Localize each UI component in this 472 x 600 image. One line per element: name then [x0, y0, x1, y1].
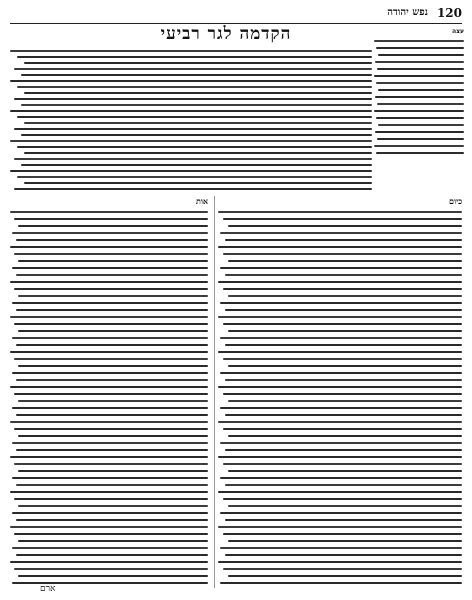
left-text-line	[18, 435, 208, 437]
left-text-line	[10, 561, 208, 563]
right-text-line	[223, 428, 462, 430]
right-text-line	[218, 246, 462, 248]
right-text-line	[228, 505, 462, 507]
right-text-line	[218, 351, 462, 353]
side-text-line	[378, 89, 464, 91]
left-text-line	[14, 358, 208, 360]
right-text-line	[220, 232, 462, 234]
right-text-line	[220, 582, 462, 584]
side-text-line	[377, 103, 464, 105]
left-text-line	[10, 526, 208, 528]
side-text-line	[375, 61, 464, 63]
right-text-line	[228, 365, 462, 367]
right-text-line	[220, 337, 462, 339]
left-text-line	[12, 302, 208, 304]
left-text-line	[14, 568, 208, 570]
right-text-line	[225, 519, 462, 521]
right-text-line	[220, 302, 462, 304]
page-number: 120	[436, 6, 462, 20]
intro-text-line	[21, 104, 372, 106]
right-text-line	[223, 253, 462, 255]
page-header	[10, 6, 462, 22]
intro-text-line	[14, 128, 372, 130]
left-text-line	[14, 533, 208, 535]
left-text-line	[16, 554, 208, 556]
intro-text-line	[21, 134, 372, 136]
column-separator	[214, 196, 215, 588]
right-text-line	[223, 288, 462, 290]
side-text-line	[374, 145, 464, 147]
intro-text-line	[24, 92, 372, 94]
right-text-line	[220, 372, 462, 374]
left-text-line	[18, 400, 208, 402]
right-text-line	[220, 547, 462, 549]
right-text-line	[218, 421, 462, 423]
side-text-line	[376, 117, 464, 119]
right-text-line	[225, 274, 462, 276]
left-text-line	[10, 491, 208, 493]
right-text-line	[225, 379, 462, 381]
side-text-line	[376, 47, 464, 49]
right-text-line	[218, 491, 462, 493]
intro-paragraph	[10, 46, 372, 192]
right-text-line	[218, 386, 462, 388]
right-text-line	[218, 211, 462, 213]
left-text-line	[14, 323, 208, 325]
intro-text-line	[10, 140, 372, 142]
right-text-line	[228, 330, 462, 332]
left-text-line	[14, 218, 208, 220]
right-column-opening: כיום	[448, 196, 462, 206]
left-text-line	[10, 281, 208, 283]
right-text-line	[228, 400, 462, 402]
right-text-line	[228, 540, 462, 542]
right-text-line	[223, 358, 462, 360]
right-text-line	[228, 260, 462, 262]
intro-text-line	[17, 146, 372, 148]
left-text-line	[12, 547, 208, 549]
right-text-line	[218, 456, 462, 458]
side-text-line	[374, 40, 464, 42]
right-text-line	[223, 323, 462, 325]
intro-text-line	[21, 164, 372, 166]
intro-text-line	[10, 170, 372, 172]
left-column-text	[10, 196, 208, 588]
right-text-line	[225, 484, 462, 486]
left-text-line	[12, 232, 208, 234]
left-text-line	[18, 330, 208, 332]
right-text-line	[223, 218, 462, 220]
left-text-line	[12, 477, 208, 479]
side-text-line	[375, 131, 464, 133]
side-text-line	[374, 75, 464, 77]
left-text-line	[16, 484, 208, 486]
right-text-line	[225, 239, 462, 241]
left-text-line	[16, 344, 208, 346]
intro-text-line	[10, 110, 372, 112]
right-text-line	[225, 554, 462, 556]
side-text-line	[376, 152, 464, 154]
left-text-line	[10, 316, 208, 318]
intro-text-line	[17, 176, 372, 178]
side-text-line	[378, 54, 464, 56]
right-text-line	[228, 435, 462, 437]
right-text-line	[223, 393, 462, 395]
right-text-line	[218, 316, 462, 318]
right-text-line	[220, 267, 462, 269]
intro-text-line	[17, 86, 372, 88]
left-text-line	[12, 372, 208, 374]
side-text-line	[377, 68, 464, 70]
left-text-line	[10, 211, 208, 213]
left-text-line	[14, 393, 208, 395]
side-commentary-opening: עצה	[451, 28, 464, 35]
left-text-line	[14, 288, 208, 290]
left-text-line	[16, 274, 208, 276]
intro-text-line	[24, 152, 372, 154]
side-commentary	[372, 28, 464, 158]
intro-text-line	[21, 74, 372, 76]
left-text-line	[16, 379, 208, 381]
left-text-line	[12, 337, 208, 339]
right-text-line	[228, 225, 462, 227]
intro-text-line	[10, 80, 372, 82]
right-text-line	[225, 449, 462, 451]
right-text-line	[228, 470, 462, 472]
side-text-line	[375, 96, 464, 98]
left-text-line	[14, 253, 208, 255]
intro-text-line	[14, 68, 372, 70]
intro-text-line	[10, 50, 372, 52]
right-text-line	[228, 295, 462, 297]
intro-text-line	[14, 158, 372, 160]
left-text-line	[18, 365, 208, 367]
left-text-line	[16, 414, 208, 416]
left-text-line	[10, 246, 208, 248]
left-text-line	[18, 505, 208, 507]
running-head: נפש יהודה	[387, 7, 428, 18]
right-text-line	[225, 309, 462, 311]
right-text-line	[218, 526, 462, 528]
section-title: הקדמה לגר רביעי	[160, 24, 292, 44]
intro-text-line	[14, 188, 372, 190]
right-text-line	[223, 498, 462, 500]
side-text-line	[374, 110, 464, 112]
right-text-line	[218, 561, 462, 563]
left-text-line	[18, 260, 208, 262]
left-text-line	[16, 309, 208, 311]
left-text-line	[14, 498, 208, 500]
catchword: ארם	[40, 584, 56, 594]
side-text-line	[377, 138, 464, 140]
left-text-line	[16, 519, 208, 521]
right-text-line	[223, 463, 462, 465]
right-text-line	[225, 414, 462, 416]
left-text-line	[14, 463, 208, 465]
left-text-line	[18, 295, 208, 297]
side-text-line	[376, 82, 464, 84]
left-text-line	[12, 267, 208, 269]
right-text-line	[218, 281, 462, 283]
right-text-line	[225, 344, 462, 346]
left-text-line	[12, 407, 208, 409]
left-text-line	[10, 456, 208, 458]
intro-text-line	[24, 182, 372, 184]
right-text-line	[228, 575, 462, 577]
left-text-line	[16, 449, 208, 451]
left-text-line	[10, 421, 208, 423]
right-text-line	[220, 512, 462, 514]
left-text-line	[18, 225, 208, 227]
right-text-line	[220, 407, 462, 409]
right-text-line	[220, 477, 462, 479]
intro-text-line	[17, 56, 372, 58]
left-text-line	[12, 512, 208, 514]
right-text-line	[223, 568, 462, 570]
left-text-line	[16, 239, 208, 241]
left-text-line	[18, 470, 208, 472]
left-text-line	[10, 386, 208, 388]
intro-text-line	[24, 122, 372, 124]
left-text-line	[10, 351, 208, 353]
intro-text-line	[17, 116, 372, 118]
left-text-line	[14, 428, 208, 430]
right-column-text	[218, 196, 462, 588]
intro-text-line	[24, 62, 372, 64]
left-column-opening: אות	[195, 196, 208, 206]
left-text-line	[18, 575, 208, 577]
right-text-line	[220, 442, 462, 444]
intro-text-line	[14, 98, 372, 100]
right-text-line	[223, 533, 462, 535]
left-text-line	[12, 442, 208, 444]
side-text-line	[378, 124, 464, 126]
left-text-line	[18, 540, 208, 542]
